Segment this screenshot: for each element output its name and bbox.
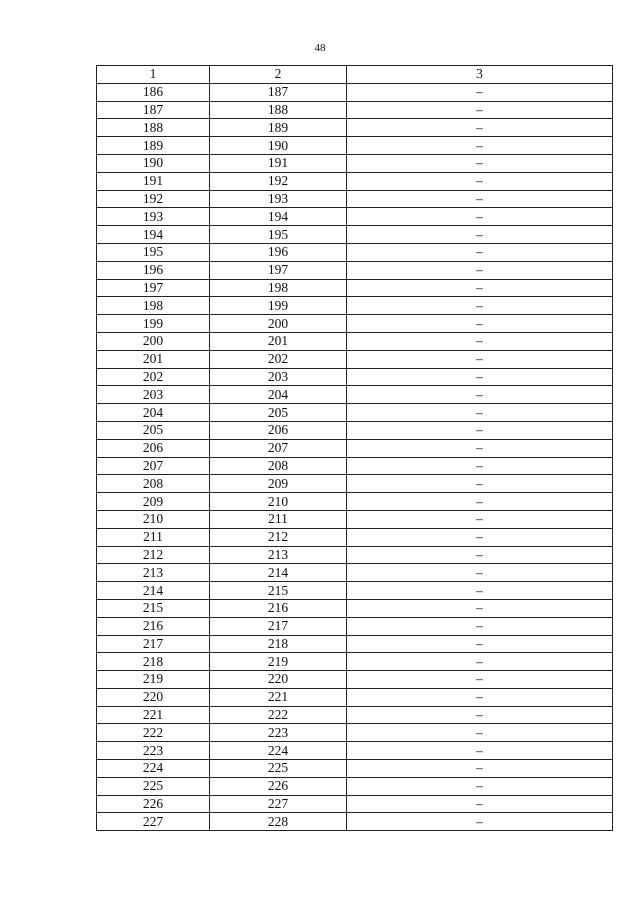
table-row — [97, 315, 613, 333]
table-cell-col-3: – — [347, 742, 613, 760]
table-row — [97, 493, 613, 511]
table-cell-col-1: 211 — [97, 528, 210, 546]
page-number: 48 — [314, 42, 326, 54]
table-cell-col-2: 188 — [210, 101, 347, 119]
table-cell-col-2: 187 — [210, 83, 347, 101]
table-cell-col-1: 199 — [97, 315, 210, 333]
table-cell-col-1: 198 — [97, 297, 210, 315]
table-row — [97, 457, 613, 475]
table-cell-col-2: 226 — [210, 777, 347, 795]
table-cell-col-3: – — [347, 671, 613, 689]
table-row — [97, 475, 613, 493]
table-cell-col-3: – — [347, 777, 613, 795]
table-row — [97, 706, 613, 724]
table-cell-col-2: 207 — [210, 439, 347, 457]
table-cell-col-3: – — [347, 226, 613, 244]
table-cell-col-2: 218 — [210, 635, 347, 653]
table-cell-col-1: 213 — [97, 564, 210, 582]
table-cell-col-2: 205 — [210, 404, 347, 422]
table-row — [97, 653, 613, 671]
table-cell-col-2: 200 — [210, 315, 347, 333]
table-cell-col-3: – — [347, 421, 613, 439]
table-cell-col-2: 194 — [210, 208, 347, 226]
table-cell-col-2: 214 — [210, 564, 347, 582]
table-cell-col-2: 221 — [210, 688, 347, 706]
table-row — [97, 617, 613, 635]
table-cell-col-2: 211 — [210, 510, 347, 528]
table-cell-col-3: – — [347, 528, 613, 546]
table-cell-col-1: 208 — [97, 475, 210, 493]
table-cell-col-2: 198 — [210, 279, 347, 297]
table-cell-col-2: 213 — [210, 546, 347, 564]
table-cell-col-2: 219 — [210, 653, 347, 671]
table-cell-col-3: – — [347, 599, 613, 617]
table-row — [97, 635, 613, 653]
table-cell-col-3: – — [347, 350, 613, 368]
table-cell-col-1: 203 — [97, 386, 210, 404]
table-row — [97, 83, 613, 101]
table-cell-col-2: 208 — [210, 457, 347, 475]
table-row — [97, 813, 613, 831]
table-cell-col-2: 195 — [210, 226, 347, 244]
table-cell-col-3: – — [347, 279, 613, 297]
table-cell-col-3: – — [347, 617, 613, 635]
column-header-3: 3 — [347, 66, 613, 84]
table-cell-col-1: 193 — [97, 208, 210, 226]
table-cell-col-3: – — [347, 368, 613, 386]
column-header-1: 1 — [97, 66, 210, 84]
table-cell-col-2: 228 — [210, 813, 347, 831]
table-cell-col-1: 202 — [97, 368, 210, 386]
table-row — [97, 671, 613, 689]
table-row — [97, 599, 613, 617]
table-cell-col-2: 212 — [210, 528, 347, 546]
table-cell-col-3: – — [347, 813, 613, 831]
table-row — [97, 528, 613, 546]
table-cell-col-2: 206 — [210, 421, 347, 439]
table-row — [97, 742, 613, 760]
table-cell-col-1: 200 — [97, 332, 210, 350]
table-cell-col-3: – — [347, 724, 613, 742]
table-row — [97, 688, 613, 706]
table-cell-col-3: – — [347, 546, 613, 564]
table-cell-col-1: 215 — [97, 599, 210, 617]
table-cell-col-3: – — [347, 439, 613, 457]
table-row — [97, 119, 613, 137]
table-cell-col-3: – — [347, 261, 613, 279]
table-cell-col-3: – — [347, 510, 613, 528]
table-cell-col-2: 215 — [210, 582, 347, 600]
table-row — [97, 421, 613, 439]
table-row — [97, 795, 613, 813]
table-row — [97, 777, 613, 795]
table-cell-col-2: 197 — [210, 261, 347, 279]
table-cell-col-1: 191 — [97, 172, 210, 190]
table-cell-col-1: 207 — [97, 457, 210, 475]
table-body — [97, 83, 613, 830]
table-cell-col-1: 227 — [97, 813, 210, 831]
table-cell-col-3: – — [347, 404, 613, 422]
table-cell-col-1: 192 — [97, 190, 210, 208]
table-cell-col-1: 212 — [97, 546, 210, 564]
table-cell-col-2: 220 — [210, 671, 347, 689]
table-row — [97, 386, 613, 404]
table-cell-col-1: 189 — [97, 137, 210, 155]
table-cell-col-1: 205 — [97, 421, 210, 439]
table-cell-col-2: 222 — [210, 706, 347, 724]
table-cell-col-3: – — [347, 653, 613, 671]
table-row — [97, 760, 613, 778]
table-cell-col-3: – — [347, 190, 613, 208]
table-cell-col-3: – — [347, 688, 613, 706]
table-cell-col-3: – — [347, 154, 613, 172]
table-cell-col-1: 194 — [97, 226, 210, 244]
column-header-2: 2 — [210, 66, 347, 84]
table-row — [97, 261, 613, 279]
table-row — [97, 279, 613, 297]
table-cell-col-1: 188 — [97, 119, 210, 137]
table-cell-col-3: – — [347, 493, 613, 511]
table-cell-col-2: 203 — [210, 368, 347, 386]
table-row — [97, 172, 613, 190]
table-cell-col-2: 209 — [210, 475, 347, 493]
table-row — [97, 208, 613, 226]
table-cell-col-1: 223 — [97, 742, 210, 760]
table-cell-col-3: – — [347, 137, 613, 155]
table-row — [97, 564, 613, 582]
table-row — [97, 243, 613, 261]
table-cell-col-2: 217 — [210, 617, 347, 635]
table-cell-col-1: 204 — [97, 404, 210, 422]
table-cell-col-3: – — [347, 297, 613, 315]
table-cell-col-1: 217 — [97, 635, 210, 653]
table-cell-col-1: 195 — [97, 243, 210, 261]
table-cell-col-2: 202 — [210, 350, 347, 368]
table-cell-col-3: – — [347, 635, 613, 653]
table-cell-col-1: 206 — [97, 439, 210, 457]
table-header-row — [97, 66, 613, 84]
table-cell-col-1: 187 — [97, 101, 210, 119]
data-table — [96, 65, 613, 831]
table-row — [97, 137, 613, 155]
table-cell-col-2: 193 — [210, 190, 347, 208]
table-cell-col-1: 219 — [97, 671, 210, 689]
table-cell-col-2: 192 — [210, 172, 347, 190]
table-cell-col-2: 224 — [210, 742, 347, 760]
table-cell-col-3: – — [347, 119, 613, 137]
table-row — [97, 350, 613, 368]
table-cell-col-1: 222 — [97, 724, 210, 742]
table-cell-col-1: 210 — [97, 510, 210, 528]
table-row — [97, 332, 613, 350]
table-cell-col-3: – — [347, 475, 613, 493]
table-row — [97, 297, 613, 315]
table-cell-col-1: 209 — [97, 493, 210, 511]
table-cell-col-2: 201 — [210, 332, 347, 350]
table-cell-col-1: 216 — [97, 617, 210, 635]
table-cell-col-1: 196 — [97, 261, 210, 279]
table-cell-col-3: – — [347, 332, 613, 350]
table-row — [97, 546, 613, 564]
table-cell-col-2: 227 — [210, 795, 347, 813]
table-cell-col-1: 201 — [97, 350, 210, 368]
table-cell-col-3: – — [347, 457, 613, 475]
table-cell-col-1: 186 — [97, 83, 210, 101]
table-cell-col-3: – — [347, 208, 613, 226]
table-cell-col-2: 204 — [210, 386, 347, 404]
table-cell-col-1: 225 — [97, 777, 210, 795]
table-row — [97, 582, 613, 600]
table-cell-col-1: 190 — [97, 154, 210, 172]
table-cell-col-3: – — [347, 582, 613, 600]
table-row — [97, 226, 613, 244]
table-cell-col-3: – — [347, 795, 613, 813]
table-row — [97, 154, 613, 172]
table-cell-col-3: – — [347, 243, 613, 261]
table-row — [97, 404, 613, 422]
table-cell-col-3: – — [347, 760, 613, 778]
table-cell-col-1: 214 — [97, 582, 210, 600]
table-cell-col-1: 224 — [97, 760, 210, 778]
table-cell-col-3: – — [347, 83, 613, 101]
table-cell-col-3: – — [347, 315, 613, 333]
table-cell-col-3: – — [347, 706, 613, 724]
table-row — [97, 368, 613, 386]
table-cell-col-2: 191 — [210, 154, 347, 172]
table-cell-col-2: 225 — [210, 760, 347, 778]
table-cell-col-2: 223 — [210, 724, 347, 742]
table-cell-col-1: 226 — [97, 795, 210, 813]
table-row — [97, 724, 613, 742]
table-cell-col-1: 218 — [97, 653, 210, 671]
table-cell-col-2: 196 — [210, 243, 347, 261]
table-row — [97, 101, 613, 119]
table-row — [97, 190, 613, 208]
table-cell-col-1: 221 — [97, 706, 210, 724]
table-row — [97, 510, 613, 528]
table-cell-col-1: 197 — [97, 279, 210, 297]
table-cell-col-2: 199 — [210, 297, 347, 315]
table-cell-col-3: – — [347, 172, 613, 190]
table-cell-col-3: – — [347, 101, 613, 119]
table-cell-col-2: 190 — [210, 137, 347, 155]
table-cell-col-2: 210 — [210, 493, 347, 511]
table-cell-col-2: 216 — [210, 599, 347, 617]
table-cell-col-2: 189 — [210, 119, 347, 137]
table-cell-col-3: – — [347, 564, 613, 582]
table-row — [97, 439, 613, 457]
table-cell-col-1: 220 — [97, 688, 210, 706]
table-cell-col-3: – — [347, 386, 613, 404]
